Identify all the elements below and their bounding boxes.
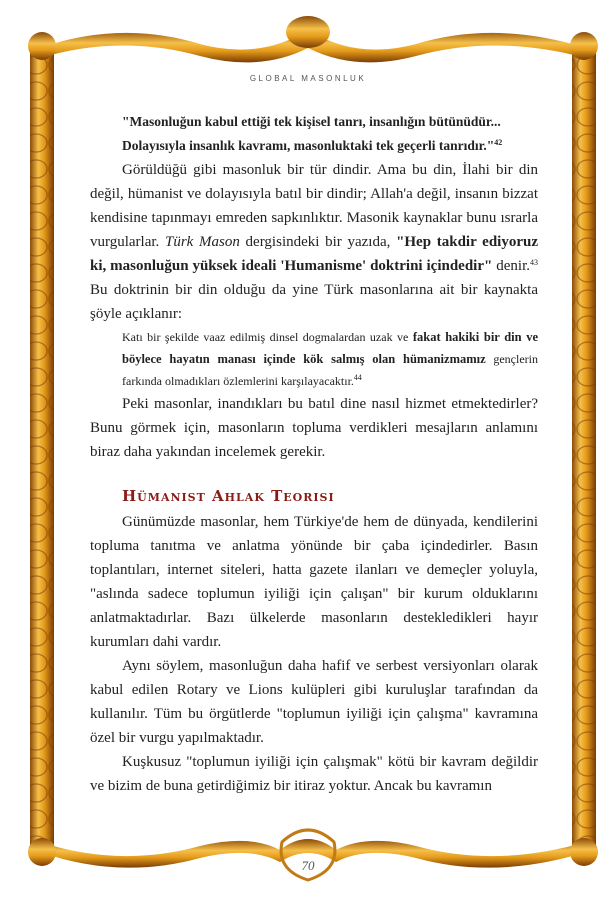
page-body xyxy=(90,110,538,798)
block-quote-42 xyxy=(90,110,538,158)
running-head: GLOBAL MASONLUK xyxy=(249,74,367,83)
emphasized-quote: "Hep takdir ediyoruz ki, masonluğun yüksek ideali 'Humanisme' doktrini içindedir" xyxy=(90,234,538,274)
paragraph-5: Kuşkusuz "toplumun iyiliği için çalışmak" kötü bir kavram değildir ve bizim de buna getirdiğimiz bir itiraz yoktur. Ancak bu kavramın xyxy=(90,754,538,794)
section-heading: Hümanist Ahlak Teorisi xyxy=(122,487,335,505)
footnote-ref-42[interactable]: 42 xyxy=(494,138,503,147)
paragraph-text: Görüldüğü gibi masonluk bir tür dindir. Ama bu din, İlahi bir din değil, hümanist ve dolayısıyla batıl bir dindir; Allah'a değil, insanın bizzat kendisine tapınmayı emreden sapkınlıktır. Masonik kaynaklar bunu ısrarla vurgularlar. xyxy=(90,162,538,250)
emphasized-quote: fakat hakiki bir din ve böylece hayatın manası içinde kök salmış olan hümanizmamız xyxy=(122,330,538,366)
quote-text: gençlerin farkında olmadıkları özlemlerini karşılayacaktır. xyxy=(122,352,538,388)
magazine-title: Türk Mason xyxy=(164,234,240,250)
footnote-ref-43[interactable]: 43 xyxy=(530,258,539,267)
paragraph-text: denir. xyxy=(492,258,531,274)
footnote-ref-44[interactable]: 44 xyxy=(353,373,362,382)
paragraph-4: Aynı söylem, masonluğun daha hafif ve serbest versiyonları olarak kabul edilen Rotary ve Lions kulüpleri gibi kuruluşlar tarafından da kullanılır. Tüm bu örgütlerde "toplumun iyiliği için çalışma" kavramına özel bir vurgu yapılmaktadır. xyxy=(90,658,538,746)
block-quote-44 xyxy=(90,326,538,392)
page-number: 70 xyxy=(301,858,315,873)
paragraph-text: Bu doktrinin bir din olduğu da yine Türk masonlarına ait bir kaynakta şöyle açıklanır: xyxy=(90,282,538,322)
paragraph-3: Günümüzde masonlar, hem Türkiye'de hem de dünyada, kendilerini topluma tanıtma ve anlatma yönünde bir çaba içindedirler. Basın toplantıları, internet siteleri, hatta gazete ilanları ve demeçler yoluyla, "aslında sadece toplumun iyiliği için çalışan" bir kurum olduklarını anlatmaktadırlar. Bazı ülkelerde masonların destekledikleri hayır kurumları dahi vardır. xyxy=(90,514,538,650)
quote-line-2: Dolayısıyla insanlık kavramı, masonluktaki tek geçerli tanrıdır." xyxy=(122,138,495,153)
paragraph-1 xyxy=(90,158,538,326)
quote-text: Katı bir şekilde vaaz edilmiş dinsel dogmalardan uzak ve xyxy=(122,330,413,344)
paragraph-2: Peki masonlar, inandıkları bu batıl dine nasıl hizmet etmektedirler? Bunu görmek için, masonların topluma verdikleri mesajların anlamını biraz daha yakından incelemek gerekir. xyxy=(90,396,538,460)
quote-line-1: "Masonluğun kabul ettiği tek kişisel tanrı, insanlığın bütünüdür... xyxy=(122,114,501,129)
paragraph-text: dergisindeki bir yazıda, xyxy=(239,234,397,250)
